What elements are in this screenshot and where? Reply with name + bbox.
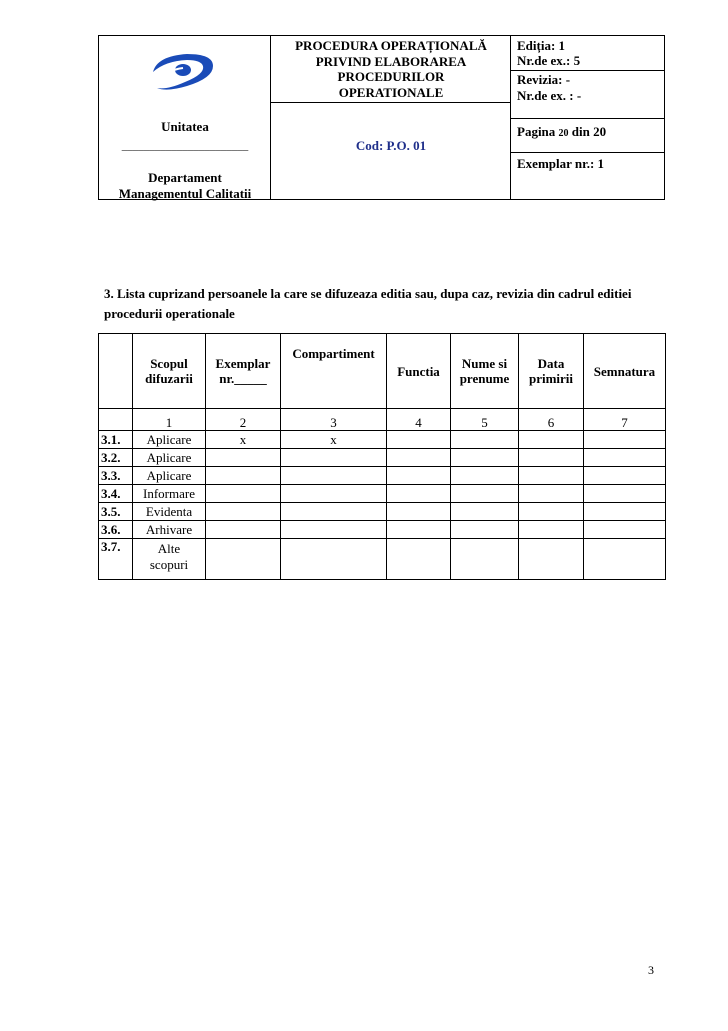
table-cell: Aplicare (133, 431, 206, 449)
header-cell-exemplar: Exemplar nr._____ (206, 334, 281, 409)
document-header (98, 35, 665, 200)
table-cell (281, 521, 387, 539)
table-cell (584, 539, 666, 580)
procedure-title-line-2: PRIVIND ELABORAREA (315, 53, 467, 69)
table-cell (519, 431, 584, 449)
department-label: Departament (148, 170, 222, 185)
table-row (99, 521, 666, 539)
header-cell-functia: Functia (387, 334, 451, 409)
table-cell (206, 467, 281, 485)
procedure-code: Cod: P.O. 01 (355, 138, 427, 153)
nr-exemplare: Nr.de ex.: 5 (517, 53, 581, 68)
table-cell (584, 467, 666, 485)
pagina-prefix: Pagina (517, 124, 559, 139)
table-cell (519, 485, 584, 503)
table-row (99, 467, 666, 485)
table-cell (387, 449, 451, 467)
table-cell (206, 539, 281, 580)
table-cell (584, 485, 666, 503)
page-number: 3 (648, 963, 654, 977)
table-cell (519, 449, 584, 467)
header-cell-compartiment: Compartiment (281, 334, 387, 409)
unit-blank-line: _______________________ (121, 140, 249, 152)
table-cell (451, 521, 519, 539)
table-cell: Aplicare (133, 467, 206, 485)
table-cell (519, 521, 584, 539)
exemplar-nr: Exemplar nr.: 1 (517, 156, 605, 171)
table-cell: Evidenta (133, 503, 206, 521)
row-number: 3.3. (99, 467, 133, 485)
table-cell: x (281, 431, 387, 449)
number-cell (99, 409, 133, 431)
procedure-title-line-1: PROCEDURA OPERAȚIONALĂ (295, 38, 487, 53)
number-cell: 3 (281, 409, 387, 431)
header-cell-semnatura: Semnatura (584, 334, 666, 409)
number-cell: 7 (584, 409, 666, 431)
meta-divider-1 (511, 70, 664, 71)
table-cell (451, 431, 519, 449)
table-row (99, 431, 666, 449)
table-cell: Informare (133, 485, 206, 503)
meta-divider-3 (511, 152, 664, 153)
table-cell (206, 521, 281, 539)
table-cell (281, 449, 387, 467)
number-cell: 2 (206, 409, 281, 431)
header-cell-scopul: Scopul difuzarii (133, 334, 206, 409)
row-number: 3.6. (99, 521, 133, 539)
department-name: Managementul Calitatii (118, 186, 252, 201)
table-cell (387, 467, 451, 485)
table-cell (519, 467, 584, 485)
table-cell (451, 449, 519, 467)
table-cell (387, 521, 451, 539)
table-cell (281, 467, 387, 485)
table-cell: Arhivare (133, 521, 206, 539)
table-cell (451, 539, 519, 580)
meta-divider-2 (511, 118, 664, 119)
revizia: Revizia: - (517, 72, 571, 87)
table-cell: Aplicare (133, 449, 206, 467)
table-cell: x (206, 431, 281, 449)
number-cell: 5 (451, 409, 519, 431)
procedure-title-line-4: OPERATIONALE (338, 84, 444, 100)
table-cell (584, 521, 666, 539)
table-cell (281, 539, 387, 580)
section-heading: 3. Lista cuprizand persoanele la care se difuzeaza editia sau, dupa caz, revizia din cadrul editiei procedurii operationale (104, 286, 632, 321)
row-number: 3.5. (99, 503, 133, 521)
table-cell (387, 485, 451, 503)
table-number-row (99, 409, 666, 431)
procedure-title (271, 38, 511, 100)
procedure-title-line-3: PROCEDURILOR (337, 69, 445, 84)
pagina-suffix: din 20 (568, 124, 607, 139)
row-number: 3.4. (99, 485, 133, 503)
nr-exemplare-revizie: Nr.de ex. : - (517, 88, 582, 103)
row-number: 3.2. (99, 449, 133, 467)
number-cell: 4 (387, 409, 451, 431)
table-cell (387, 539, 451, 580)
table-cell (281, 485, 387, 503)
table-cell (451, 485, 519, 503)
table-cell (387, 503, 451, 521)
header-unit-cell (99, 36, 271, 199)
table-cell (519, 539, 584, 580)
pagina-current: 20 (558, 128, 569, 139)
company-logo (147, 48, 219, 96)
row-number: 3.1. (99, 431, 133, 449)
header-cell-nume: Nume si prenume (451, 334, 519, 409)
table-row (99, 539, 666, 580)
editia: Ediția: 1 (517, 38, 566, 53)
title-divider (271, 102, 511, 103)
distribution-table (98, 333, 666, 580)
table-cell (206, 503, 281, 521)
table-header-row (99, 334, 666, 409)
header-cell-data: Data primirii (519, 334, 584, 409)
table-cell (451, 467, 519, 485)
table-cell (206, 449, 281, 467)
table-row (99, 449, 666, 467)
unit-label: Unitatea (161, 119, 209, 134)
table-cell (584, 449, 666, 467)
table-row (99, 503, 666, 521)
row-number: 3.7. (99, 539, 133, 580)
pagina (517, 124, 606, 142)
table-cell (451, 503, 519, 521)
table-cell (206, 485, 281, 503)
table-cell (281, 503, 387, 521)
table-row (99, 485, 666, 503)
table-cell (584, 431, 666, 449)
table-cell (519, 503, 584, 521)
table-cell: Alte scopuri (133, 539, 206, 580)
table-cell (387, 431, 451, 449)
header-cell-index (99, 334, 133, 409)
number-cell: 6 (519, 409, 584, 431)
table-cell (584, 503, 666, 521)
number-cell: 1 (133, 409, 206, 431)
